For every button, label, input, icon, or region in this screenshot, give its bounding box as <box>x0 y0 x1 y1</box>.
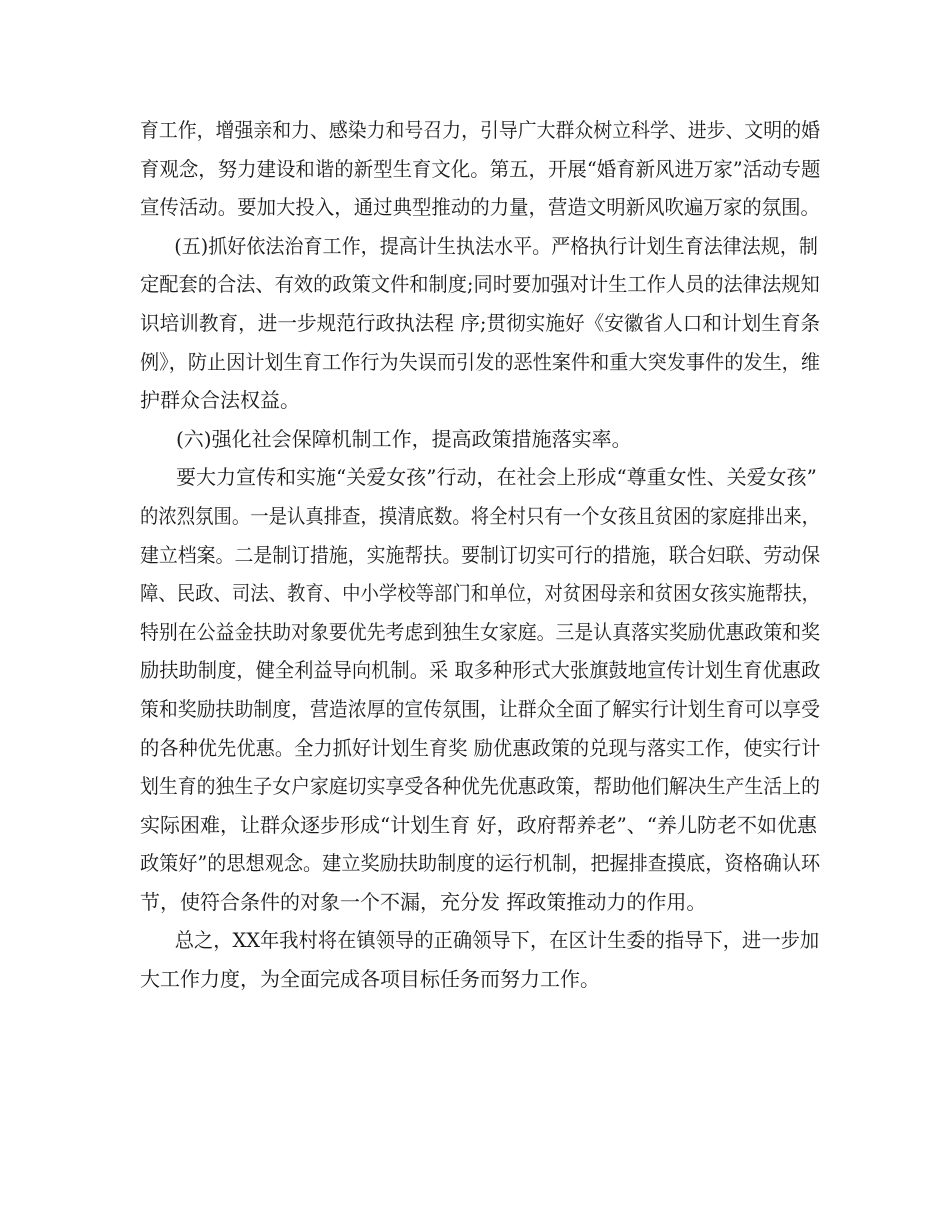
document-body <box>140 111 820 999</box>
text-line: (六)强化社会保障机制工作，提高政策措施落实率。 <box>176 426 632 451</box>
text-line: 政策好”的思想观念。建立奖励扶助制度的运行机制，把握排查摸底，资格确认环 <box>140 851 821 876</box>
text-line: (五)抓好依法治育工作，提高计生执法水平。严格执行计划生育法律法规，制 <box>174 233 818 258</box>
text-line: 的各种优先优惠。全力抓好计划生育奖 励优惠政策的兑现与落实工作，使实行计 <box>140 735 821 760</box>
text-line: 护群众合法权益。 <box>140 388 300 413</box>
text-line: 要大力宣传和实施“关爱女孩”行动，在社会上形成“尊重女性、关爱女孩” <box>176 465 817 490</box>
text-line: 宣传活动。要加大投入，通过典型推动的力量，营造文明新风吹遍万家的氛围。 <box>140 195 820 220</box>
text-line: 育观念，努力建设和谐的新型生育文化。第五，开展“婚育新风进万家”活动专题 <box>140 156 821 181</box>
text-line: 策和奖励扶助制度，营造浓厚的宣传氛围，让群众全面了解实行计划生育可以享受 <box>140 696 820 721</box>
text-line: 实际困难，让群众逐步形成“计划生育 好，政府帮养老”、“养儿防老不如优惠 <box>140 812 818 837</box>
text-line: 识培训教育，进一步规范行政执法程 序;贯彻实施好《安徽省人口和计划生育条 <box>140 310 821 335</box>
text-line: 大工作力度，为全面完成各项目标任务而努力工作。 <box>140 967 600 992</box>
text-line: 的浓烈氛围。一是认真排查，摸清底数。将全村只有一个女孩且贫困的家庭排出来， <box>140 503 820 528</box>
text-line: 总之，XX年我村将在镇领导的正确领导下，在区计生委的指导下，进一步加 <box>174 928 820 953</box>
text-line: 障、民政、司法、教育、中小学校等部门和单位，对贫困母亲和贫困女孩实施帮扶， <box>140 581 820 606</box>
text-line: 建立档案。二是制订措施，实施帮扶。要制订切实可行的措施，联合妇联、劳动保 <box>140 542 820 567</box>
text-line: 励扶助制度，健全利益导向机制。采 取多种形式大张旗鼓地宣传计划生育优惠政 <box>140 658 821 683</box>
text-line: 例》，防止因计划生育工作行为失误而引发的恶性案件和重大突发事件的发生，维 <box>140 349 820 374</box>
text-line: 节，使符合条件的对象一个不漏，充分发 挥政策推动力的作用。 <box>140 889 707 914</box>
text-line: 定配套的合法、有效的政策文件和制度;同时要加强对计生工作人员的法律法规知 <box>140 272 820 297</box>
text-line: 特别在公益金扶助对象要优先考虑到独生女家庭。三是认真落实奖励优惠政策和奖 <box>140 619 820 644</box>
text-line: 划生育的独生子女户家庭切实享受各种优先优惠政策，帮助他们解决生产生活上的 <box>140 774 820 799</box>
text-line: 育工作，增强亲和力、感染力和号召力，引导广大群众树立科学、进步、文明的婚 <box>140 118 820 142</box>
